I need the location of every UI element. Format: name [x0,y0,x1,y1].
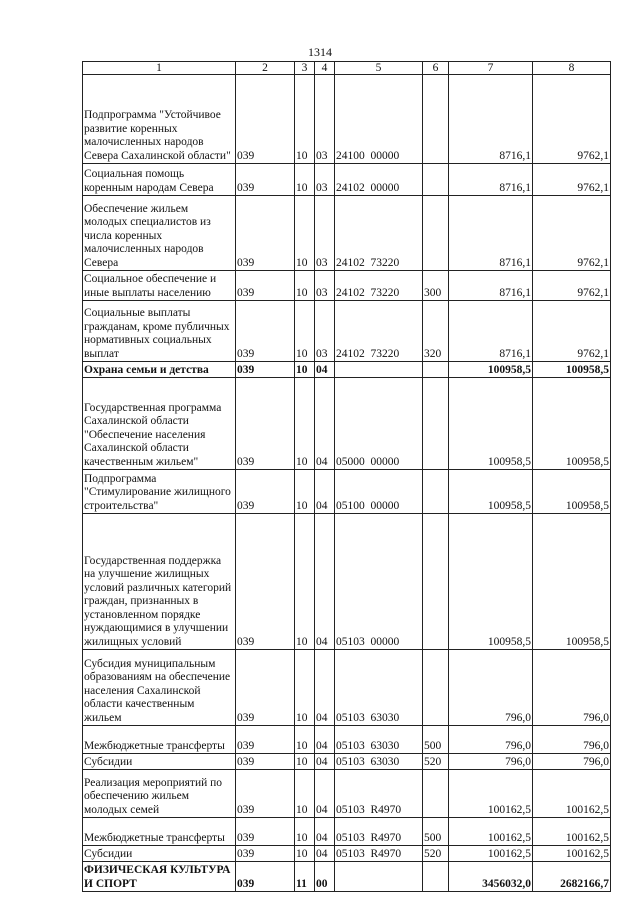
cell-department: 039 [236,196,295,271]
table-row [83,862,611,892]
cell-amount-2: 100958,5 [533,362,611,378]
cell-subsection: 03 [315,301,335,362]
cell-expense-type [423,75,449,164]
cell-target-article [335,362,423,378]
cell-department: 039 [236,818,295,846]
table-row [83,271,611,301]
cell-section: 11 [295,862,315,892]
cell-subsection: 03 [315,196,335,271]
cell-subsection: 04 [315,818,335,846]
cell-department: 039 [236,271,295,301]
column-header: 3 [295,62,315,75]
cell-target-article: 05103 63030 [335,650,423,726]
cell-department: 039 [236,650,295,726]
cell-subsection: 00 [315,862,335,892]
page-number: 1314 [308,45,332,59]
cell-subsection: 04 [315,362,335,378]
table-row [83,514,611,650]
cell-expense-type: 520 [423,846,449,862]
cell-expense-type [423,196,449,271]
cell-expense-type [423,862,449,892]
cell-amount-1: 100162,5 [449,770,533,818]
table-row [83,754,611,770]
cell-department: 039 [236,470,295,514]
row-name: Подпрограмма "Устойчивое развитие коренных малочисленных народов Севера Сахалинской области" [83,75,236,164]
cell-expense-type: 300 [423,271,449,301]
column-numbers-row [83,62,611,75]
cell-amount-2: 100958,5 [533,514,611,650]
cell-subsection: 04 [315,754,335,770]
row-name: Реализация мероприятий по обеспечению жильем молодых семей [83,770,236,818]
cell-amount-1: 100162,5 [449,846,533,862]
row-name: Межбюджетные трансферты [83,818,236,846]
column-header: 8 [533,62,611,75]
cell-expense-type [423,378,449,470]
cell-section: 10 [295,301,315,362]
column-header: 6 [423,62,449,75]
cell-amount-2: 796,0 [533,726,611,754]
table-row [83,75,611,164]
column-header: 5 [335,62,423,75]
cell-amount-1: 100958,5 [449,378,533,470]
cell-amount-1: 3456032,0 [449,862,533,892]
cell-section: 10 [295,75,315,164]
cell-subsection: 04 [315,770,335,818]
cell-target-article: 05103 63030 [335,754,423,770]
cell-department: 039 [236,862,295,892]
cell-expense-type: 500 [423,726,449,754]
cell-amount-2: 100958,5 [533,378,611,470]
budget-table [82,61,611,892]
column-header: 7 [449,62,533,75]
table-row [83,846,611,862]
cell-section: 10 [295,818,315,846]
row-name: Межбюджетные трансферты [83,726,236,754]
cell-subsection: 03 [315,164,335,196]
row-name: ФИЗИЧЕСКАЯ КУЛЬТУРА И СПОРТ [83,862,236,892]
cell-target-article: 24102 00000 [335,164,423,196]
row-name: Государственная программа Сахалинской области "Обеспечение населения Сахалинской области качественным жильем" [83,378,236,470]
cell-amount-1: 8716,1 [449,75,533,164]
row-name: Охрана семьи и детства [83,362,236,378]
row-name: Подпрограмма "Стимулирование жилищного строительства" [83,470,236,514]
cell-target-article: 05103 R4970 [335,770,423,818]
table-row [83,196,611,271]
cell-section: 10 [295,650,315,726]
cell-amount-2: 9762,1 [533,301,611,362]
cell-target-article: 05103 R4970 [335,846,423,862]
cell-department: 039 [236,362,295,378]
cell-section: 10 [295,514,315,650]
row-name: Субсидии [83,846,236,862]
cell-target-article: 24102 73220 [335,196,423,271]
row-name: Субсидия муниципальным образованиям на обеспечение населения Сахалинской области качественным жильем [83,650,236,726]
cell-department: 039 [236,164,295,196]
row-name: Государственная поддержка на улучшение жилищных условий различных категорий граждан, признанных в установленном порядке нуждающимися в улучшении жилищных условий [83,514,236,650]
cell-section: 10 [295,378,315,470]
row-name: Социальное обеспечение и иные выплаты населению [83,271,236,301]
cell-expense-type: 320 [423,301,449,362]
table-row [83,818,611,846]
cell-amount-1: 796,0 [449,650,533,726]
cell-amount-2: 9762,1 [533,164,611,196]
cell-department: 039 [236,770,295,818]
cell-expense-type: 500 [423,818,449,846]
cell-section: 10 [295,846,315,862]
cell-amount-1: 100958,5 [449,470,533,514]
cell-target-article: 24100 00000 [335,75,423,164]
cell-subsection: 04 [315,726,335,754]
cell-target-article: 05000 00000 [335,378,423,470]
cell-expense-type [423,514,449,650]
cell-section: 10 [295,271,315,301]
table-row [83,650,611,726]
table-row [83,770,611,818]
cell-section: 10 [295,164,315,196]
cell-subsection: 04 [315,846,335,862]
cell-expense-type: 520 [423,754,449,770]
row-name: Обеспечение жильем молодых специалистов из числа коренных малочисленных народов Севера [83,196,236,271]
cell-amount-2: 100162,5 [533,770,611,818]
cell-subsection: 03 [315,271,335,301]
cell-amount-2: 9762,1 [533,75,611,164]
table-row [83,164,611,196]
cell-amount-1: 8716,1 [449,196,533,271]
table-row [83,470,611,514]
cell-section: 10 [295,770,315,818]
cell-amount-1: 796,0 [449,726,533,754]
cell-department: 039 [236,378,295,470]
column-header: 2 [236,62,295,75]
cell-section: 10 [295,726,315,754]
cell-section: 10 [295,470,315,514]
cell-department: 039 [236,726,295,754]
cell-amount-1: 8716,1 [449,301,533,362]
cell-subsection: 04 [315,514,335,650]
cell-subsection: 04 [315,650,335,726]
cell-target-article [335,862,423,892]
cell-amount-1: 796,0 [449,754,533,770]
cell-target-article: 05103 R4970 [335,818,423,846]
cell-target-article: 24102 73220 [335,271,423,301]
cell-amount-1: 100162,5 [449,818,533,846]
cell-amount-2: 100958,5 [533,470,611,514]
cell-amount-2: 796,0 [533,754,611,770]
cell-amount-2: 9762,1 [533,271,611,301]
cell-expense-type [423,470,449,514]
table-row [83,726,611,754]
cell-target-article: 24102 73220 [335,301,423,362]
cell-section: 10 [295,754,315,770]
cell-department: 039 [236,514,295,650]
table-row [83,301,611,362]
cell-department: 039 [236,846,295,862]
cell-subsection: 04 [315,378,335,470]
cell-subsection: 04 [315,470,335,514]
column-header: 1 [83,62,236,75]
cell-target-article: 05103 63030 [335,726,423,754]
cell-expense-type [423,362,449,378]
cell-amount-1: 100958,5 [449,362,533,378]
row-name: Социальная помощь коренным народам Севера [83,164,236,196]
cell-department: 039 [236,754,295,770]
row-name: Субсидии [83,754,236,770]
cell-section: 10 [295,362,315,378]
cell-amount-1: 8716,1 [449,164,533,196]
cell-amount-2: 796,0 [533,650,611,726]
cell-amount-2: 100162,5 [533,846,611,862]
cell-amount-2: 2682166,7 [533,862,611,892]
column-header: 4 [315,62,335,75]
cell-department: 039 [236,75,295,164]
cell-amount-2: 9762,1 [533,196,611,271]
table-row [83,378,611,470]
cell-expense-type [423,650,449,726]
row-name: Социальные выплаты гражданам, кроме публичных нормативных социальных выплат [83,301,236,362]
cell-target-article: 05100 00000 [335,470,423,514]
cell-expense-type [423,770,449,818]
table-row [83,362,611,378]
cell-section: 10 [295,196,315,271]
cell-amount-2: 100162,5 [533,818,611,846]
cell-amount-1: 8716,1 [449,271,533,301]
cell-target-article: 05103 00000 [335,514,423,650]
cell-expense-type [423,164,449,196]
cell-department: 039 [236,301,295,362]
cell-amount-1: 100958,5 [449,514,533,650]
cell-subsection: 03 [315,75,335,164]
